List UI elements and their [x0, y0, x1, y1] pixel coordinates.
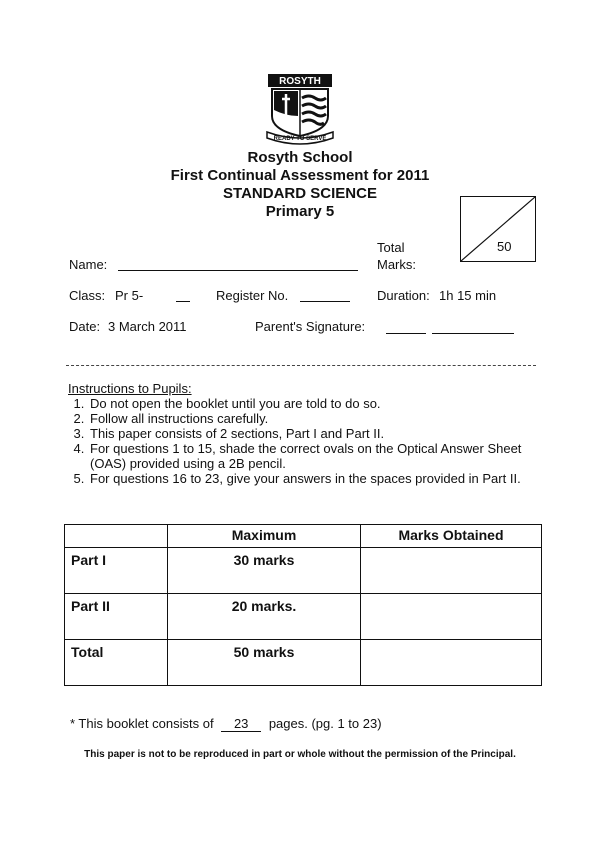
instruction-item: 3. This paper consists of 2 sections, Part I and Part II. [88, 426, 538, 441]
instructions-heading: Instructions to Pupils: [68, 381, 192, 396]
table-header-obtained: Marks Obtained [361, 525, 542, 548]
table-row [65, 640, 542, 686]
crest-top-text: ROSYTH [279, 76, 321, 87]
date-value: 3 March 2011 [108, 319, 187, 334]
instruction-item: 2. Follow all instructions carefully. [88, 411, 538, 426]
instruction-item: 1. Do not open the booklet until you are told to do so. [88, 396, 538, 411]
row-maximum: 20 marks. [168, 594, 361, 640]
register-label: Register No. [216, 288, 289, 303]
total-marks-box [460, 196, 536, 262]
row-maximum: 30 marks [168, 548, 361, 594]
table-row [65, 548, 542, 594]
duration-label: Duration: [377, 288, 430, 303]
school-crest [263, 72, 337, 146]
table-row [65, 594, 542, 640]
row-obtained[interactable] [361, 548, 542, 594]
level-title: Primary 5 [265, 203, 335, 220]
row-obtained[interactable] [361, 594, 542, 640]
instructions-block [68, 381, 538, 486]
instructions-list [68, 396, 538, 486]
class-field[interactable] [176, 301, 190, 302]
row-obtained[interactable] [361, 640, 542, 686]
table-header-part [65, 525, 168, 548]
row-part: Part I [65, 548, 168, 594]
row-part: Total [65, 640, 168, 686]
row-part: Part II [65, 594, 168, 640]
total-marks-max: 50 [497, 239, 512, 254]
pages-note: * This booklet consists of 23 pages. (pg. 1 to 23) [70, 716, 382, 731]
instruction-item: 4. For questions 1 to 15, shade the correct ovals on the Optical Answer Sheet (OAS) provided using a 2B pencil. [88, 441, 538, 471]
name-field[interactable] [118, 270, 358, 271]
duration-value: 1h 15 min [439, 288, 497, 303]
section-divider [66, 365, 536, 366]
total-marks-label: Total Marks: [377, 240, 416, 272]
row-maximum: 50 marks [168, 640, 361, 686]
exam-title: First Continual Assessment for 2011 [170, 167, 430, 184]
pages-count: 23 [221, 716, 261, 732]
class-label: Class: [69, 288, 106, 303]
name-label: Name: [69, 257, 108, 272]
signature-label: Parent's Signature: [255, 319, 366, 334]
copyright-notice: This paper is not to be reproduced in part or whole without the permission of the Principal. [84, 749, 516, 760]
school-name: Rosyth School [247, 149, 353, 166]
class-value: Pr 5- [115, 288, 144, 303]
signature-field[interactable] [386, 333, 426, 334]
date-label: Date: [69, 319, 101, 334]
register-field[interactable] [300, 301, 350, 302]
crest-motto: READY TO SERVE [273, 136, 327, 142]
instruction-item: 5. For questions 16 to 23, give your answers in the spaces provided in Part II. [88, 471, 538, 486]
marks-summary-table [64, 524, 542, 686]
subject-title: STANDARD SCIENCE [223, 185, 377, 202]
table-header-maximum: Maximum [168, 525, 361, 548]
signature-field-extra[interactable] [432, 333, 514, 334]
